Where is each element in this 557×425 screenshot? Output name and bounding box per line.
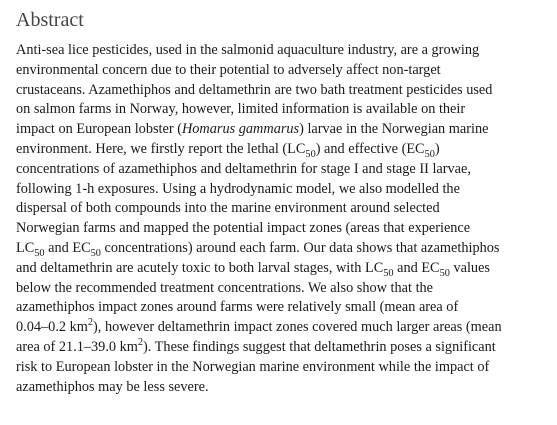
- abstract-line: azamethiphos may be less severe.: [16, 378, 209, 395]
- abstract-line: $LC_{50}$ and $EC_{50}$ concentrations) around each farm. Our data shows that azamethiphos: [16, 239, 500, 259]
- abstract-line: risk to European lobster in the Norwegian marine environment while the impact of: [16, 358, 490, 375]
- abstract-line: on salmon farms in Norway, however, limited information is available on their: [16, 101, 466, 118]
- abstract-line: Norwegian farms and mapped the potential impact zones (areas that experience: [16, 220, 471, 237]
- species-name: Homarus gammarus: [181, 121, 300, 138]
- abstract-section: [16, 8, 546, 397]
- abstract-line: crustaceans. Azamethiphos and deltamethrin are two bath treatment pesticides used: [16, 81, 493, 98]
- abstract-line: following 1-h exposures. Using a hydrodynamic model, we also modelled the: [16, 180, 460, 197]
- abstract-line: azamethiphos impact zones around farms were relatively small (mean area of: [16, 299, 459, 316]
- abstract-line: below the recommended treatment concentrations. We also show that the: [16, 279, 434, 296]
- abstract-body: [16, 41, 546, 397]
- abstract-line: environmental concern due to their potential to adversely affect non-target: [16, 61, 441, 78]
- abstract-line: Anti-sea lice pesticides, used in the salmonid aquaculture industry, are a growing: [16, 42, 480, 58]
- abstract-line: 0.04–0.2 $km^2$), however deltamethrin impact zones covered much larger areas (mean: [16, 317, 502, 336]
- abstract-line: impact on European lobster (Homarus gammarus) larvae in the Norwegian marine: [16, 121, 489, 138]
- abstract-heading: Abstract: [16, 9, 84, 31]
- abstract-line: and deltamethrin are acutely toxic to both larval stages, with $LC_{50}$ and $EC_{50}$ values: [16, 259, 490, 279]
- abstract-line: environment. Here, we firstly report the lethal $(LC_{50})$ and effective $(EC_{50})$: [16, 140, 440, 160]
- abstract-line: concentrations of azamethiphos and deltamethrin for stage I and stage II larvae,: [16, 160, 471, 177]
- abstract-line: dispersal of both compounds into the marine environment around selected: [16, 200, 440, 217]
- abstract-line: area of 21.1–39.0 $km^2$). These findings suggest that deltamethrin poses a significant: [16, 337, 496, 355]
